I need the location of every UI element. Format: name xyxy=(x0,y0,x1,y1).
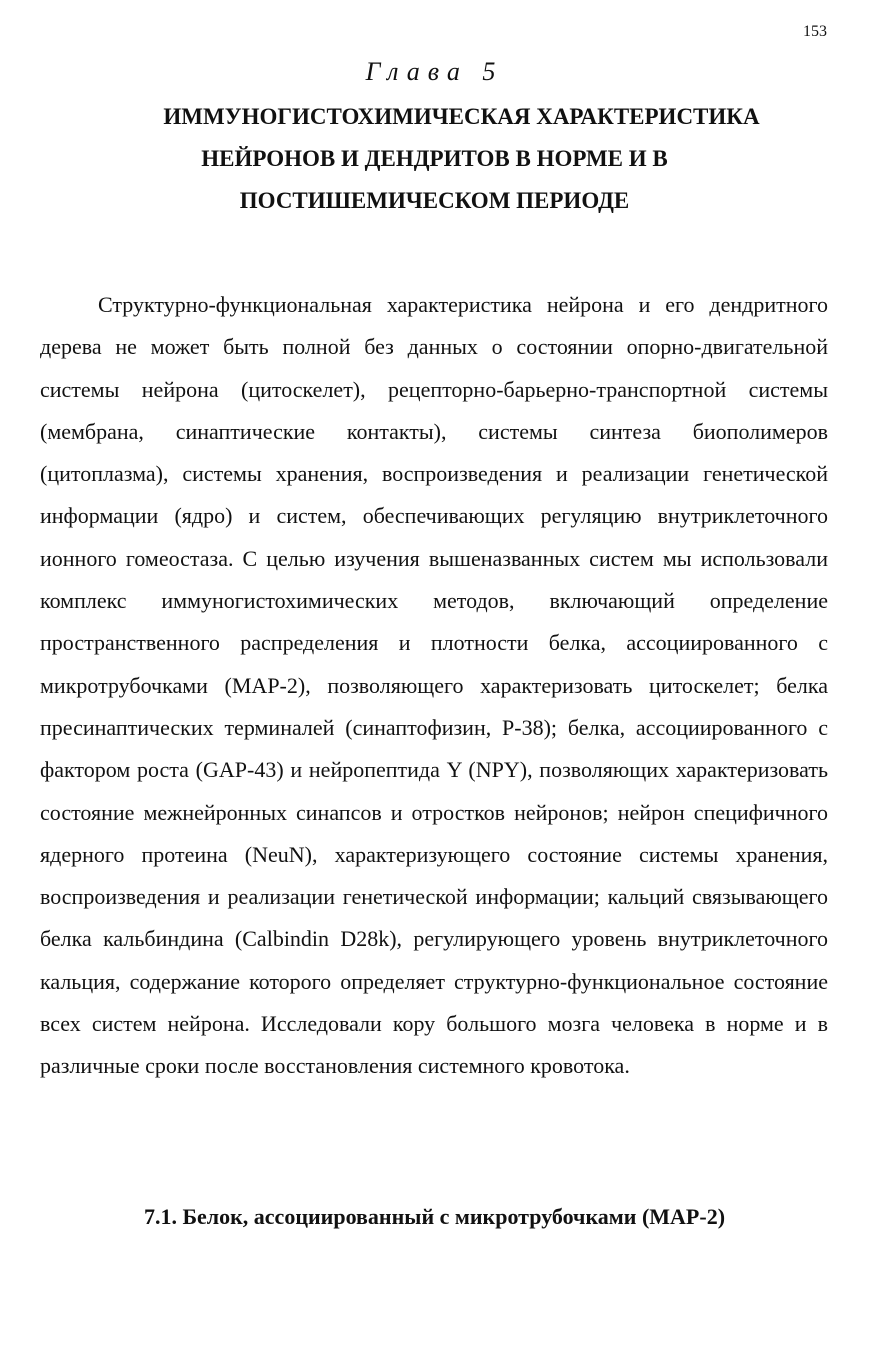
body-paragraph: Структурно-функциональная характеристика нейрона и его дендритного дерева не может быть полной без данных о состоянии опорно-двигательной системы нейрона (цитоскелет), рецепторно-барьерно-транспортной системы (мембрана, синаптические контакты), системы синтеза биополимеров (цитоплазма), системы хранения, воспроизведения и реализации генетической информации (ядро) и систем, обеспечивающих регуляцию внутриклеточного ионного гомеостаза. С целью изучения вышеназванных систем мы использовали комплекс иммуногистохимических методов, включающий определение пространственного распределения и плотности белка, ассоциированного с микротрубочками (MAP-2), позволяющего характеризовать цитоскелет; белка пресинаптических терминалей (синаптофизин, P-38); белка, ассоциированного с фактором роста (GAP-43) и нейропептида Y (NPY), позволяющих характеризовать состояние межнейронных синапсов и отростков нейронов; нейрон специфичного ядерного протеина (NeuN), характеризующего состояние системы хранения, воспроизведения и реализации генетической информации; кальций связывающего белка кальбиндина (Calbindin D28k), регулирующего уровень внутриклеточного кальция, содержание которого определяет структурно-функциональное состояние всех систем нейрона. Исследовали кору большого мозга человека в норме и в различные сроки после восстановления системного кровотока. xyxy=(40,292,828,1079)
page-number: 153 xyxy=(803,23,827,40)
section-heading: 7.1. Белок, ассоциированный с микротрубочками (MAP-2) xyxy=(143,1204,726,1229)
chapter-title-line: ПОСТИШЕМИЧЕСКОМ ПЕРИОДЕ xyxy=(239,188,630,213)
chapter-title-line: ИММУНОГИСТОХИМИЧЕСКАЯ ХАРАКТЕРИСТИКА xyxy=(163,104,760,129)
chapter-label: Глава 5 xyxy=(365,57,504,86)
chapter-title xyxy=(0,96,869,222)
chapter-title-line: НЕЙРОНОВ И ДЕНДРИТОВ В НОРМЕ И В xyxy=(201,146,668,171)
